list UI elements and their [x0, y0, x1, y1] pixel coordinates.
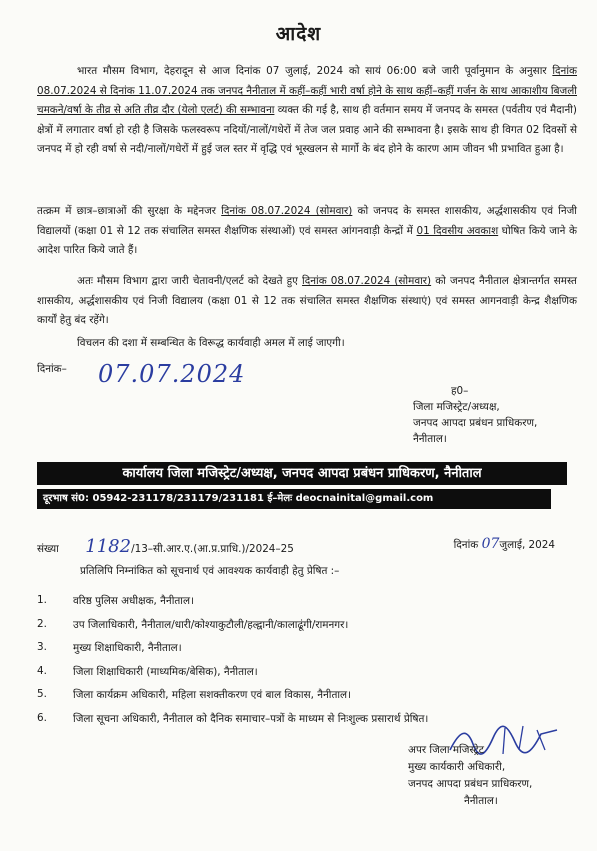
- item-text: उप जिलाधिकारी, नैनीताल/धारी/कोश्याकुटौली/हल्द्वानी/कालाढूंगी/रामनगर।: [73, 618, 349, 631]
- sign2-line: नैनीताल।: [464, 795, 498, 807]
- para2-holiday: 01 दिवसीय अवकाश: [416, 224, 499, 237]
- handwritten-date: 07.07.2024: [98, 360, 246, 388]
- ref-label: संख्या: [37, 543, 59, 555]
- list-item: [37, 688, 577, 712]
- sign1-line: जनपद आपदा प्रबंधन प्राधिकरण,: [413, 417, 538, 429]
- office-banner: कार्यालय जिला मजिस्ट्रेट/अध्यक्ष, जनपद आपदा प्रबंधन प्राधिकरण, नैनीताल: [37, 462, 567, 485]
- item-number: 3.: [37, 641, 47, 653]
- contact-line: दूरभाष सं0: 05942-231178/231179/231181 ई–मेलः deocnainital@gmail.com: [37, 489, 551, 509]
- item-number: 4.: [37, 664, 47, 677]
- date-label: दिनांक–: [37, 363, 67, 375]
- para1-underlined: दिनांक 08.07.2024 से दिनांक 11.07.2024 तक जनपद नैनीताल में कहीं–कहीं भारी वर्षा होने के साथ कहीं–कहीं गर्जन के साथ आकाशीय बिजली चमकने/वर्षा के तीव्र से अति तीव्र दौर (येलो एलर्ट) की सम्भावना: [37, 65, 577, 116]
- item-text: जिला कार्यक्रम अधिकारी, महिला सशक्तीकरण एवं बाल विकास, नैनीताल।: [73, 689, 352, 701]
- item-text: जिला शिक्षाधिकारी (माध्यमिक/बेसिक), नैनीताल।: [73, 665, 258, 678]
- copy-to-line: प्रतिलिपि निम्नांकित को सूचनार्थ एवं आवश्यक कार्यवाही हेतु प्रेषित :–: [80, 565, 340, 577]
- sign1-line: जिला मजिस्ट्रेट/अध्यक्ष,: [413, 401, 500, 413]
- signature-block-dm: [413, 383, 537, 447]
- sign2-line: मुख्य कार्यकारी अधिकारी,: [408, 761, 506, 773]
- ref-date-label: दिनांक: [453, 539, 479, 551]
- ref-date-hand: 07: [481, 536, 500, 552]
- para1-text-a: भारत मौसम विभाग, देहरादून से आज दिनांक 07 जुलाई, 2024 को सायं 06:00 बजे जारी पूर्वानुमान के अनुसार: [77, 65, 553, 77]
- paragraph-violation: विचलन की दशा में सम्बन्धित के विरूद्ध कार्यवाही अमल में लाई जाएगी।: [77, 337, 345, 349]
- page-title: आदेश: [275, 23, 322, 45]
- ref-rest: /13–सी.आर.ए.(आ.प्र.प्राधि.)/2024–25: [131, 543, 294, 555]
- paragraph-holiday-order: [37, 202, 577, 261]
- ref-date: [454, 536, 555, 552]
- paragraph-closure: [37, 272, 577, 331]
- reference-line: [37, 536, 577, 557]
- list-item: [37, 665, 577, 689]
- list-item: [37, 618, 577, 642]
- signature-block-adm: [408, 742, 532, 810]
- item-text: वरिष्ठ पुलिस अधीक्षक, नैनीताल।: [73, 595, 194, 607]
- para2-text-c: घोषित किये जाने के आदेश पारित किये जाते हैं।: [37, 224, 577, 256]
- recipient-list: [37, 594, 577, 735]
- para3-text-a: अतः मौसम विभाग द्वारा जारी चेतावनी/एलर्ट को देखते हुए: [77, 275, 303, 287]
- item-number: 5.: [37, 688, 47, 700]
- sign1-line: नैनीताल।: [413, 433, 447, 445]
- item-number: 2.: [37, 617, 47, 630]
- para3-text-b: को जनपद नैनीताल क्षेत्रान्तर्गत समस्त शासकीय, अर्द्धशासकीय एवं निजी विद्यालय (कक्षा 01 से 12 तक संचालित समस्त शैक्षणिक संस्थाएं) एवं समस्त आगनवाड़ी केन्द्र शैक्षणिक कार्यों हेतु बंद रहेंगे।: [37, 275, 577, 326]
- ref-number: 1182: [85, 536, 132, 557]
- item-text: जिला सूचना अधिकारी, नैनीताल को दैनिक समाचार–पत्रों के माध्यम से निःशुल्क प्रसारार्थ प्रेषित।: [73, 712, 429, 725]
- para2-text-b: को जनपद के समस्त शासकीय, अर्द्धशासकीय एवं निजी विद्यालयों (कक्षा 01 से 12 तक संचालित समस्त शैक्षणिक संस्थाओं) एवं समस्त आंगनवाड़ी केन्द्रों में: [37, 205, 578, 237]
- paragraph-forecast: [37, 62, 577, 160]
- para1-text-b: व्यक्त की गई है, साथ ही वर्तमान समय में जनपद के समस्त (पर्वतीय एवं मैदानी) क्षेत्रों में लगातार वर्षा हो रही है जिसके फलस्वरूप नदियों/नालों/गधेरों में तेज जल प्रवाह आने की सम्भावना है। इसके साथ ही विगत 02 दिवसों से जनपद में हो रही वर्षा से नदी/नालों/गधेरों में हुई जल स्तर में वृद्धि एवं भूस्खलन से मार्गो के बंद होने के कारण आम जीवन भी प्रभावित हुआ है।: [37, 104, 577, 155]
- item-number: 6.: [37, 711, 47, 724]
- sign2-line: जनपद आपदा प्रबंधन प्राधिकरण,: [408, 778, 533, 790]
- sign1-line: ह0–: [451, 385, 469, 397]
- list-item: [37, 594, 577, 618]
- item-number: 1.: [37, 594, 47, 606]
- ref-date-rest: जुलाई, 2024: [499, 539, 555, 551]
- list-item: [37, 641, 577, 665]
- para3-date: दिनांक 08.07.2024 (सोमवार): [302, 275, 432, 287]
- sign2-line: अपर जिला मजिस्ट्रेट: [408, 744, 484, 756]
- para2-date: दिनांक 08.07.2024 (सोमवार): [221, 205, 353, 217]
- para2-text-a: तत्क्रम में छात्र–छात्राओं की सुरक्षा के मद्देनजर: [37, 205, 222, 217]
- item-text: मुख्य शिक्षाधिकारी, नैनीताल।: [73, 642, 182, 654]
